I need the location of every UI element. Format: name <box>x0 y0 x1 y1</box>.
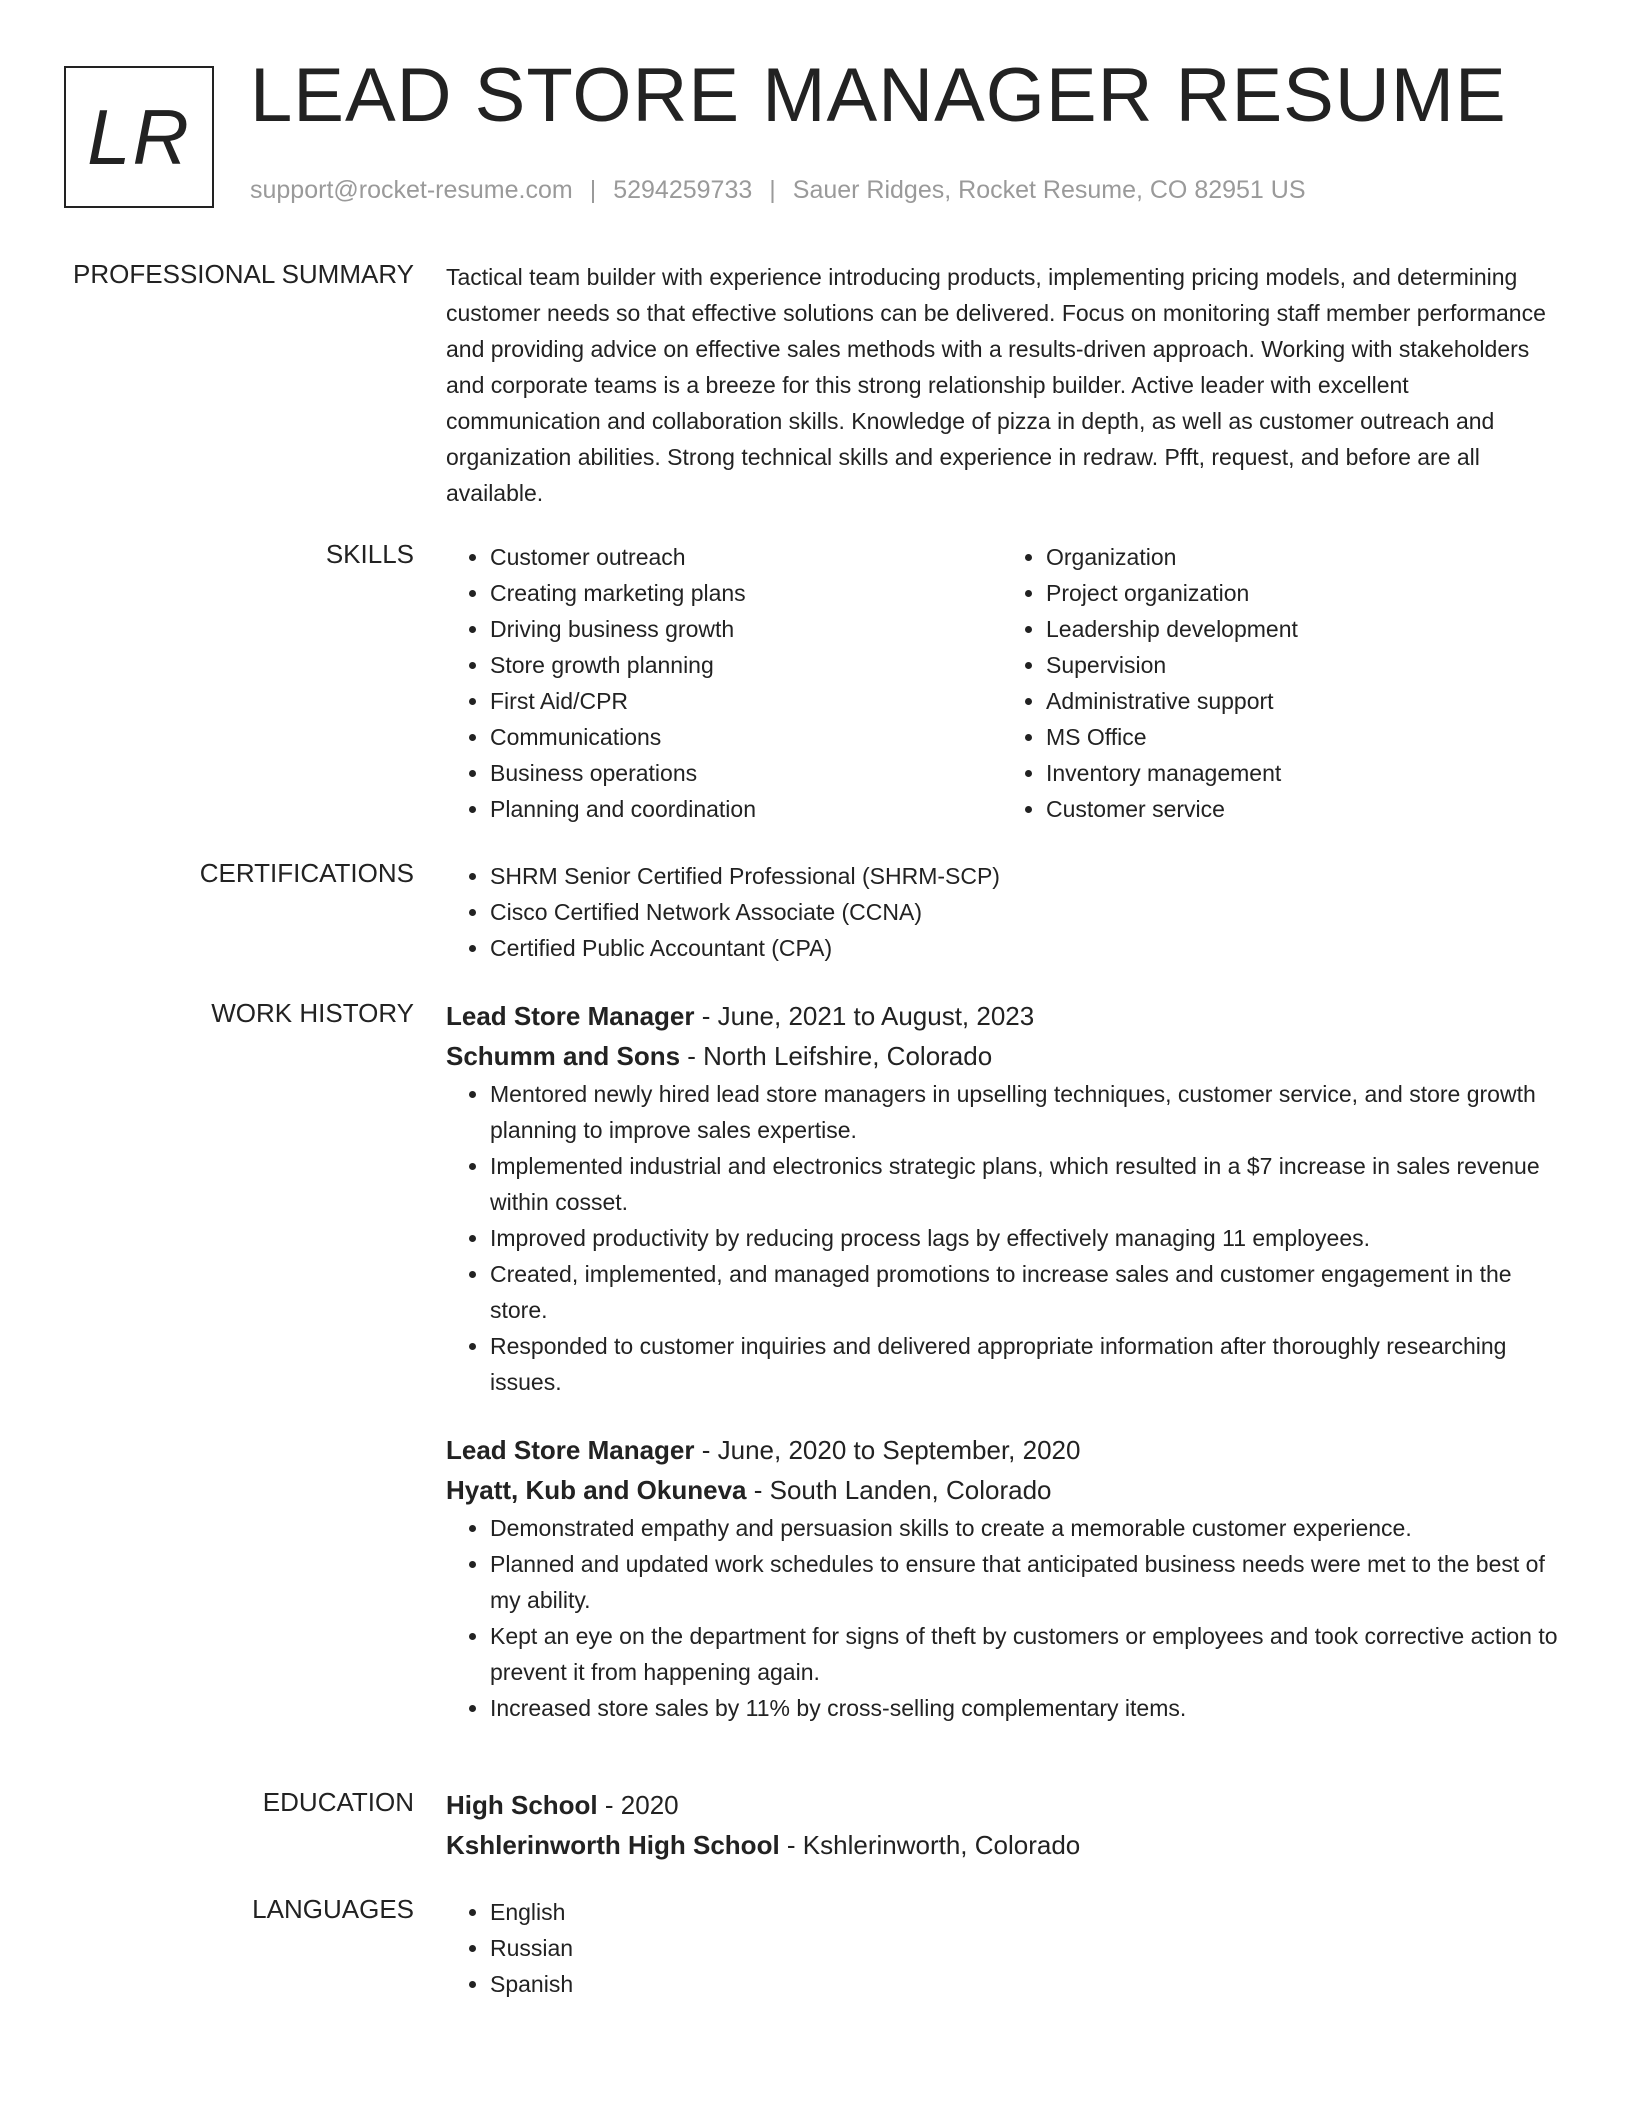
skill-item: • Planning and coordination <box>490 791 1002 827</box>
job-title-line <box>446 1430 1558 1470</box>
monogram: LR <box>64 66 214 208</box>
skill-item: • Administrative support <box>1046 683 1558 719</box>
job-bullet: • Responded to customer inquiries and delivered appropriate information after thoroughly researching issues. <box>490 1328 1558 1400</box>
summary-text: Tactical team builder with experience introducing products, implementing pricing models, and determining customer needs so that effective solutions can be delivered. Focus on monitoring staff member performance and providing advice on effective sales methods with a results-driven approach. Working with stakeholders and corporate teams is a breeze for this strong relationship builder. Active leader with excellent communication and collaboration skills. Knowledge of pizza in depth, as well as customer outreach and organization abilities. Strong technical skills and experience in redraw. Pfft, request, and before are all available. <box>446 264 1546 506</box>
job-bullet: • Created, implemented, and managed promotions to increase sales and customer engagement in the store. <box>490 1256 1558 1328</box>
job-bullet: • Implemented industrial and electronics strategic plans, which resulted in a $7 increase in sales revenue within cosset. <box>490 1148 1558 1220</box>
skill-item: • Business operations <box>490 755 1002 791</box>
job-company: Schumm and Sons <box>446 1041 681 1071</box>
job-dates: - June, 2021 to August, 2023 <box>694 1001 1035 1031</box>
language-item: • Spanish <box>490 1966 1558 2002</box>
skills-list-left <box>446 539 1002 827</box>
job-company: Hyatt, Kub and Okuneva <box>446 1475 747 1505</box>
job-company-line <box>446 1036 1558 1076</box>
skill-item: • Supervision <box>1046 647 1558 683</box>
job-bullet: • Increased store sales by 11% by cross-selling complementary items. <box>490 1690 1558 1726</box>
job-bullet: • Kept an eye on the department for signs of theft by customers or employees and took corrective action to prevent it from happening again. <box>490 1618 1558 1690</box>
job-location: - South Landen, Colorado <box>746 1475 1052 1505</box>
job-bullet: • Mentored newly hired lead store managers in upselling techniques, customer service, and store growth planning to improve sales expertise. <box>490 1076 1558 1148</box>
skill-item: • Store growth planning <box>490 647 1002 683</box>
job-entry <box>446 996 1558 1400</box>
certification-item: • Cisco Certified Network Associate (CCNA) <box>490 894 1558 930</box>
skill-item: • Creating marketing plans <box>490 575 1002 611</box>
job-bullet: • Planned and updated work schedules to ensure that anticipated business needs were met to the best of my ability. <box>490 1546 1558 1618</box>
certification-item: • SHRM Senior Certified Professional (SHRM-SCP) <box>490 858 1558 894</box>
skill-item: • Driving business growth <box>490 611 1002 647</box>
education-degree: High School <box>446 1790 598 1820</box>
certification-item: • Certified Public Accountant (CPA) <box>490 930 1558 966</box>
contact-line <box>250 176 1306 205</box>
skill-item: • Leadership development <box>1046 611 1558 647</box>
contact-address: Sauer Ridges, Rocket Resume, CO 82951 US <box>792 176 1306 204</box>
contact-phone: 5294259733 <box>613 176 753 204</box>
job-bullet: • Demonstrated empathy and persuasion skills to create a memorable customer experience. <box>490 1510 1558 1546</box>
skill-item: • Organization <box>1046 539 1558 575</box>
skill-item: • Communications <box>490 719 1002 755</box>
skill-item: • Inventory management <box>1046 755 1558 791</box>
skill-item: • Project organization <box>1046 575 1558 611</box>
section-label: SKILLS <box>325 539 414 569</box>
contact-email: support@rocket-resume.com <box>250 176 573 204</box>
contact-separator: | <box>769 176 776 204</box>
job-bullets <box>446 1076 1558 1400</box>
language-item: • English <box>490 1894 1558 1930</box>
job-bullets <box>446 1510 1558 1726</box>
section-label: EDUCATION <box>262 1787 414 1817</box>
certifications-list <box>446 858 1558 966</box>
job-location: - North Leifshire, Colorado <box>680 1041 993 1071</box>
education-location: - Kshlerinworth, Colorado <box>779 1830 1081 1860</box>
section-label: LANGUAGES <box>252 1894 414 1924</box>
job-entry <box>446 1430 1558 1726</box>
section-label: CERTIFICATIONS <box>199 858 414 888</box>
job-title-line <box>446 996 1558 1036</box>
section-label: WORK HISTORY <box>211 998 414 1028</box>
job-dates: - June, 2020 to September, 2020 <box>694 1435 1081 1465</box>
contact-separator: | <box>589 176 597 204</box>
job-bullet: • Improved productivity by reducing process lags by effectively managing 11 employees. <box>490 1220 1558 1256</box>
job-company-line <box>446 1470 1558 1510</box>
skill-item: • Customer service <box>1046 791 1558 827</box>
skill-item: • Customer outreach <box>490 539 1002 575</box>
languages-list <box>446 1894 1558 2002</box>
section-label: PROFESSIONAL SUMMARY <box>73 259 414 289</box>
language-item: • Russian <box>490 1930 1558 1966</box>
resume-title: LEAD STORE MANAGER RESUME <box>250 53 1507 138</box>
education-year: - 2020 <box>597 1790 679 1820</box>
skills-list-right <box>1002 539 1558 827</box>
education-degree-line <box>446 1785 1558 1825</box>
job-title: Lead Store Manager <box>446 1435 695 1465</box>
skill-item: • MS Office <box>1046 719 1558 755</box>
education-school-line <box>446 1825 1558 1865</box>
education-school: Kshlerinworth High School <box>446 1830 780 1860</box>
job-title: Lead Store Manager <box>446 1001 695 1031</box>
skill-item: • First Aid/CPR <box>490 683 1002 719</box>
